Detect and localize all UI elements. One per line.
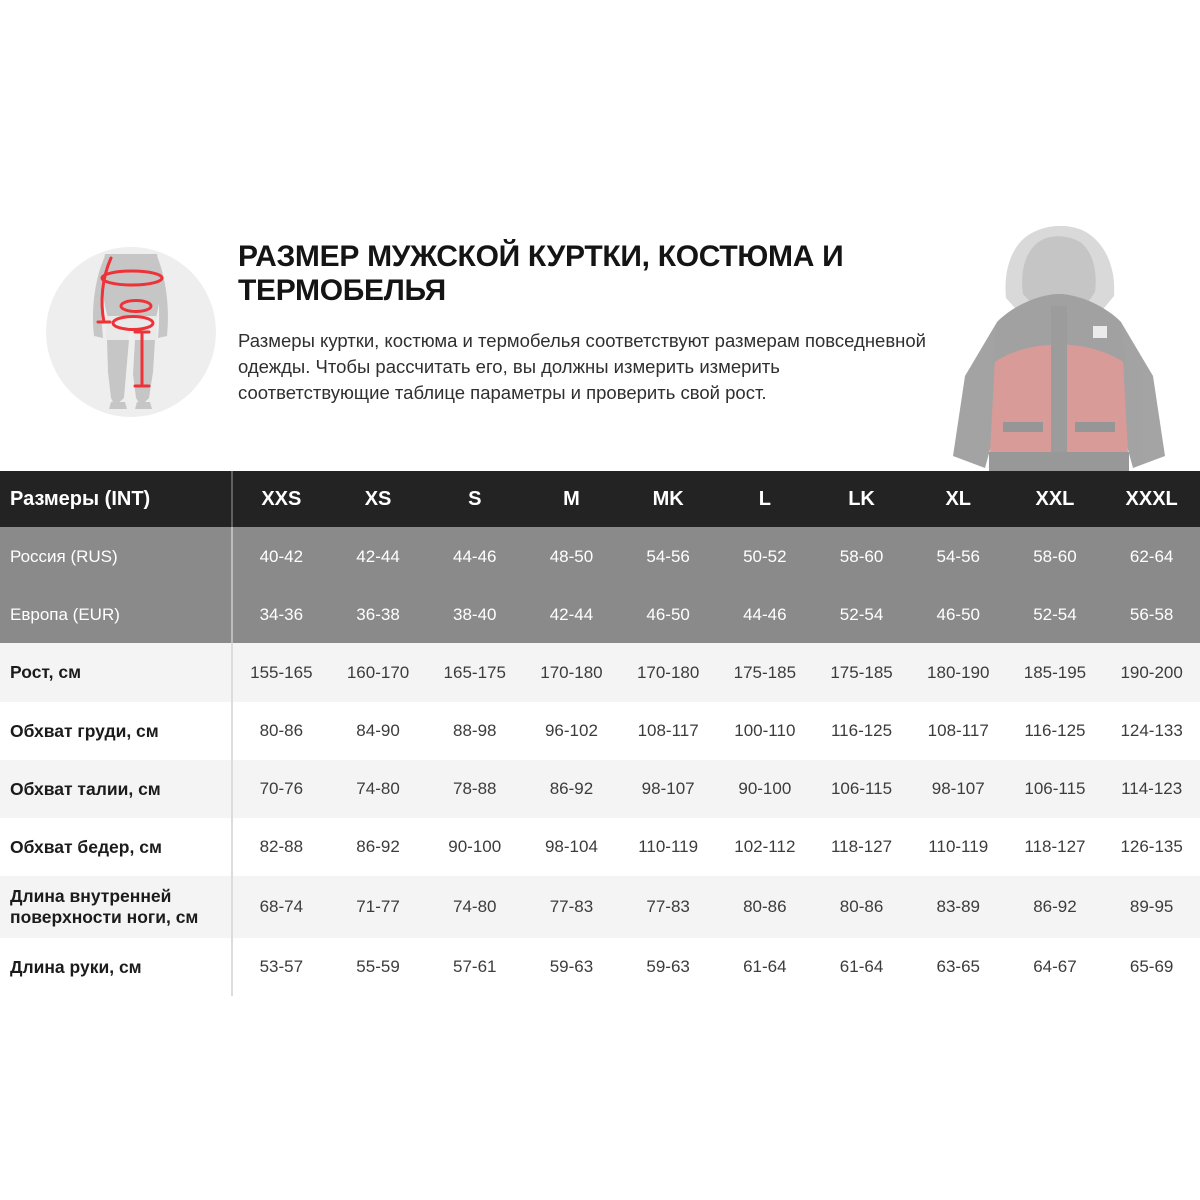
- page-description: Размеры куртки, костюма и термобелья соответствуют размерам повседневной одежды. Чтобы рассчитать его, вы должны измерить измерить соответствующие таблице параметры и проверить свой рост.: [238, 330, 926, 403]
- size-cell: 36-38: [356, 604, 400, 624]
- size-cell: 89-95: [1129, 897, 1174, 916]
- size-cell: 74-80: [356, 779, 400, 798]
- size-cell: 170-180: [540, 662, 603, 682]
- size-cell: 58-60: [1033, 546, 1077, 566]
- body-measurement-diagram-icon: [45, 246, 217, 418]
- row-label: Длина руки, см: [0, 938, 233, 996]
- size-table: [0, 471, 1200, 996]
- table-row: [0, 643, 1200, 702]
- row-label: Европа (EUR): [0, 586, 233, 643]
- size-cell: 170-180: [636, 662, 700, 682]
- size-cell: 77-83: [549, 897, 594, 916]
- size-cell: 108-117: [927, 721, 989, 740]
- size-cell: 57-61: [453, 957, 497, 976]
- size-cell: 86-92: [549, 779, 594, 798]
- size-column-header: XXL: [1035, 487, 1075, 510]
- row-label: Длина внутренней поверхности ноги, см: [0, 876, 233, 938]
- table-row: [0, 938, 1200, 996]
- row-label: Обхват бедер, см: [0, 818, 233, 876]
- size-column-header: XXS: [261, 487, 302, 510]
- size-cell: 80-86: [259, 721, 304, 740]
- size-cell: 90-100: [448, 837, 502, 856]
- table-row: [0, 586, 1200, 643]
- size-cell: 80-86: [743, 897, 787, 916]
- size-cell: 54-56: [646, 546, 690, 566]
- size-cell: 44-46: [453, 546, 497, 566]
- row-label: Обхват талии, см: [0, 760, 233, 818]
- size-cell: 63-65: [936, 957, 980, 976]
- row-label: Обхват груди, см: [0, 702, 233, 760]
- size-column-header: XS: [364, 487, 392, 510]
- size-cell: 64-67: [1033, 957, 1077, 976]
- size-cell: 70-76: [259, 779, 304, 798]
- size-cell: 90-100: [738, 779, 792, 798]
- table-row: [0, 818, 1200, 876]
- size-cell: 34-36: [259, 604, 304, 624]
- size-cell: 165-175: [443, 662, 506, 682]
- size-column-header: L: [758, 487, 771, 510]
- size-cell: 88-98: [453, 721, 497, 740]
- size-cell: 59-63: [646, 957, 690, 976]
- size-cell: 175-185: [733, 662, 797, 682]
- size-cell: 116-125: [830, 721, 893, 740]
- size-column-header: M: [563, 487, 580, 510]
- table-header-label: Размеры (INT): [0, 471, 233, 527]
- jacket-product-icon: [933, 226, 1189, 471]
- size-cell: 46-50: [646, 604, 690, 624]
- size-cell: 42-44: [356, 546, 400, 566]
- size-cell: 96-102: [544, 721, 598, 740]
- size-cell: 58-60: [839, 546, 884, 566]
- size-cell: 82-88: [259, 837, 304, 856]
- size-cell: 52-54: [839, 604, 884, 624]
- size-cell: 59-63: [549, 957, 594, 976]
- size-cell: 71-77: [356, 897, 400, 916]
- size-cell: 61-64: [839, 957, 884, 976]
- size-cell: 110-119: [638, 837, 699, 856]
- size-cell: 48-50: [549, 546, 594, 566]
- size-column-header: S: [468, 487, 482, 510]
- size-cell: 108-117: [637, 721, 699, 740]
- size-cell: 185-195: [1023, 662, 1087, 682]
- size-cell: 55-59: [356, 957, 400, 976]
- size-cell: 102-112: [734, 837, 796, 856]
- size-cell: 155-165: [250, 662, 313, 682]
- table-row: [0, 876, 1200, 938]
- table-header-row: [0, 471, 1200, 527]
- size-cell: 40-42: [259, 546, 304, 566]
- size-cell: 118-127: [1024, 837, 1086, 856]
- size-cell: 74-80: [453, 897, 497, 916]
- size-cell: 106-115: [1024, 779, 1086, 798]
- size-cell: 42-44: [549, 604, 594, 624]
- size-cell: 98-107: [931, 779, 985, 798]
- table-row: [0, 702, 1200, 760]
- size-cell: 116-125: [1024, 721, 1086, 740]
- size-cell: 160-170: [346, 662, 410, 682]
- size-cell: 44-46: [743, 604, 787, 624]
- size-cell: 84-90: [356, 721, 400, 740]
- size-cell: 98-104: [544, 837, 598, 856]
- size-cell: 68-74: [259, 897, 304, 916]
- size-cell: 124-133: [1120, 721, 1183, 740]
- size-cell: 50-52: [743, 546, 787, 566]
- size-cell: 52-54: [1033, 604, 1077, 624]
- size-cell: 46-50: [936, 604, 980, 624]
- size-column-header: XXXL: [1125, 487, 1178, 510]
- row-label: Россия (RUS): [0, 527, 233, 586]
- size-cell: 62-64: [1129, 546, 1174, 566]
- size-cell: 38-40: [453, 604, 497, 624]
- size-column-header: LK: [848, 487, 875, 510]
- intro-block: [238, 240, 928, 406]
- size-cell: 61-64: [743, 957, 787, 976]
- size-column-header: XL: [945, 487, 972, 510]
- size-cell: 98-107: [641, 779, 695, 798]
- table-row: [0, 527, 1200, 586]
- table-row: [0, 760, 1200, 818]
- size-cell: 53-57: [259, 957, 304, 976]
- size-cell: 80-86: [839, 897, 884, 916]
- size-column-header: MK: [652, 487, 684, 510]
- row-label: Рост, см: [0, 643, 233, 702]
- size-cell: 106-115: [830, 779, 893, 798]
- size-cell: 86-92: [356, 837, 400, 856]
- page-title: РАЗМЕР МУЖСКОЙ КУРТКИ, КОСТЮМА И ТЕРМОБЕЛЬЯ: [238, 240, 844, 307]
- size-cell: 78-88: [453, 779, 497, 798]
- size-cell: 114-123: [1121, 779, 1183, 798]
- size-cell: 180-190: [927, 662, 990, 682]
- size-cell: 56-58: [1129, 604, 1174, 624]
- size-cell: 83-89: [936, 897, 980, 916]
- size-cell: 54-56: [936, 546, 980, 566]
- size-cell: 118-127: [830, 837, 893, 856]
- size-cell: 86-92: [1033, 897, 1077, 916]
- size-cell: 100-110: [734, 721, 796, 740]
- size-cell: 190-200: [1120, 662, 1183, 682]
- size-cell: 65-69: [1129, 957, 1174, 976]
- size-cell: 77-83: [646, 897, 690, 916]
- size-cell: 126-135: [1120, 837, 1183, 856]
- size-cell: 175-185: [830, 662, 893, 682]
- size-cell: 110-119: [928, 837, 989, 856]
